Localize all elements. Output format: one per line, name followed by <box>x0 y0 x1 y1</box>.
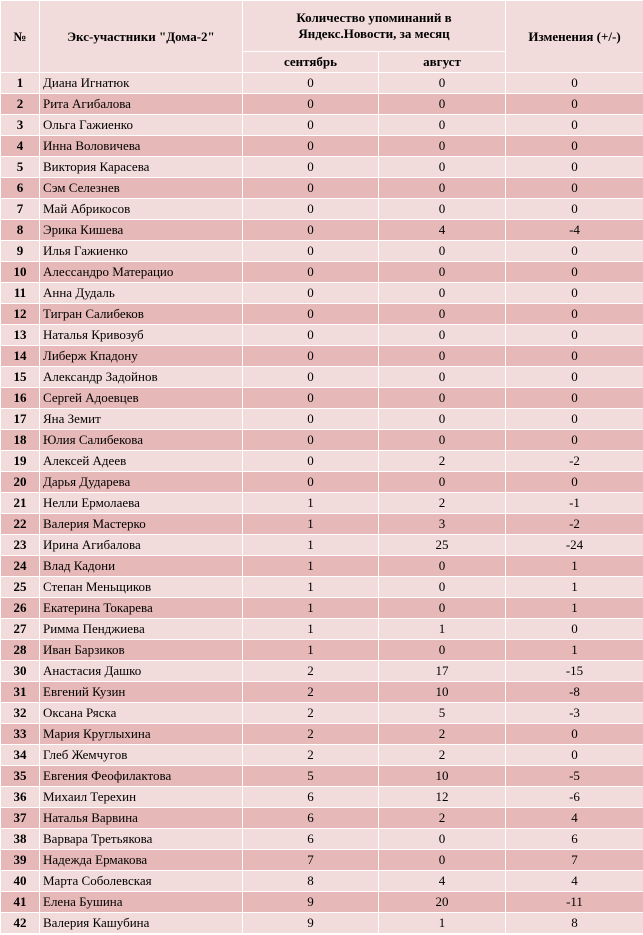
change-value: 0 <box>506 73 643 94</box>
table-row <box>1 73 643 94</box>
change-value: -1 <box>506 493 643 514</box>
table-row <box>1 283 643 304</box>
august-count: 0 <box>379 157 506 178</box>
change-value: 1 <box>506 556 643 577</box>
august-count: 1 <box>379 913 506 934</box>
participant-name: Тигран Салибеков <box>40 304 243 325</box>
august-count: 0 <box>379 829 506 850</box>
row-number: 13 <box>1 325 40 346</box>
participant-name: Виктория Карасева <box>40 157 243 178</box>
change-value: -6 <box>506 787 643 808</box>
august-count: 0 <box>379 136 506 157</box>
september-count: 2 <box>243 745 379 766</box>
august-count: 10 <box>379 682 506 703</box>
august-count: 0 <box>379 325 506 346</box>
change-value: 0 <box>506 388 643 409</box>
header-august: август <box>379 52 506 73</box>
row-number: 35 <box>1 766 40 787</box>
september-count: 0 <box>243 115 379 136</box>
change-value: -5 <box>506 766 643 787</box>
table-row <box>1 472 643 493</box>
row-number: 2 <box>1 94 40 115</box>
participant-name: Екатерина Токарева <box>40 598 243 619</box>
august-count: 0 <box>379 640 506 661</box>
august-count: 0 <box>379 94 506 115</box>
row-number: 8 <box>1 220 40 241</box>
change-value: 1 <box>506 640 643 661</box>
august-count: 2 <box>379 493 506 514</box>
row-number: 7 <box>1 199 40 220</box>
august-count: 0 <box>379 199 506 220</box>
table-row <box>1 388 643 409</box>
september-count: 0 <box>243 262 379 283</box>
table-row <box>1 892 643 913</box>
september-count: 0 <box>243 304 379 325</box>
august-count: 2 <box>379 724 506 745</box>
participant-name: Юлия Салибекова <box>40 430 243 451</box>
change-value: 0 <box>506 619 643 640</box>
september-count: 0 <box>243 73 379 94</box>
participant-name: Степан Меньщиков <box>40 577 243 598</box>
participant-name: Анастасия Дашко <box>40 661 243 682</box>
august-count: 0 <box>379 388 506 409</box>
september-count: 7 <box>243 850 379 871</box>
participant-name: Алексей Адеев <box>40 451 243 472</box>
august-count: 17 <box>379 661 506 682</box>
participant-name: Михаил Терехин <box>40 787 243 808</box>
change-value: 0 <box>506 157 643 178</box>
august-count: 0 <box>379 115 506 136</box>
row-number: 34 <box>1 745 40 766</box>
participant-name: Сэм Селезнев <box>40 178 243 199</box>
table-row <box>1 157 643 178</box>
august-count: 0 <box>379 472 506 493</box>
participant-name: Валерия Кашубина <box>40 913 243 934</box>
participant-name: Оксана Ряска <box>40 703 243 724</box>
september-count: 0 <box>243 325 379 346</box>
row-number: 16 <box>1 388 40 409</box>
september-count: 0 <box>243 283 379 304</box>
participant-name: Нелли Ермолаева <box>40 493 243 514</box>
september-count: 0 <box>243 409 379 430</box>
september-count: 0 <box>243 220 379 241</box>
august-count: 2 <box>379 451 506 472</box>
september-count: 0 <box>243 430 379 451</box>
row-number: 36 <box>1 787 40 808</box>
change-value: 0 <box>506 409 643 430</box>
change-value: 7 <box>506 850 643 871</box>
change-value: 0 <box>506 199 643 220</box>
september-count: 0 <box>243 388 379 409</box>
august-count: 0 <box>379 598 506 619</box>
august-count: 0 <box>379 409 506 430</box>
header-september: сентябрь <box>243 52 379 73</box>
participant-name: Надежда Ермакова <box>40 850 243 871</box>
change-value: 0 <box>506 745 643 766</box>
row-number: 30 <box>1 661 40 682</box>
row-number: 9 <box>1 241 40 262</box>
participant-name: Яна Земит <box>40 409 243 430</box>
change-value: 0 <box>506 346 643 367</box>
september-count: 2 <box>243 661 379 682</box>
participant-name: Илья Гажиенко <box>40 241 243 262</box>
row-number: 4 <box>1 136 40 157</box>
table-row <box>1 199 643 220</box>
change-value: 0 <box>506 367 643 388</box>
table-row <box>1 850 643 871</box>
table-row <box>1 430 643 451</box>
september-count: 6 <box>243 787 379 808</box>
row-number: 23 <box>1 535 40 556</box>
header-name: Экс-участники "Дома-2" <box>40 1 243 73</box>
august-count: 0 <box>379 73 506 94</box>
row-number: 32 <box>1 703 40 724</box>
participant-name: Ирина Агибалова <box>40 535 243 556</box>
september-count: 1 <box>243 598 379 619</box>
table-row <box>1 745 643 766</box>
header-change: Изменения (+/-) <box>506 1 643 73</box>
participant-name: Ольга Гажиенко <box>40 115 243 136</box>
table-row <box>1 577 643 598</box>
august-count: 5 <box>379 703 506 724</box>
september-count: 5 <box>243 766 379 787</box>
change-value: -11 <box>506 892 643 913</box>
row-number: 17 <box>1 409 40 430</box>
row-number: 12 <box>1 304 40 325</box>
august-count: 2 <box>379 745 506 766</box>
september-count: 0 <box>243 241 379 262</box>
september-count: 0 <box>243 472 379 493</box>
row-number: 42 <box>1 913 40 934</box>
row-number: 37 <box>1 808 40 829</box>
table-row <box>1 451 643 472</box>
participant-name: Эрика Кишева <box>40 220 243 241</box>
table-row <box>1 829 643 850</box>
participant-name: Май Абрикосов <box>40 199 243 220</box>
table-row <box>1 241 643 262</box>
change-value: 0 <box>506 325 643 346</box>
row-number: 6 <box>1 178 40 199</box>
row-number: 19 <box>1 451 40 472</box>
row-number: 20 <box>1 472 40 493</box>
table-row <box>1 808 643 829</box>
participant-name: Евгения Феофилактова <box>40 766 243 787</box>
change-value: 0 <box>506 472 643 493</box>
row-number: 41 <box>1 892 40 913</box>
september-count: 1 <box>243 514 379 535</box>
table-row <box>1 724 643 745</box>
august-count: 10 <box>379 766 506 787</box>
september-count: 1 <box>243 535 379 556</box>
participant-name: Римма Пенджиева <box>40 619 243 640</box>
table-row <box>1 346 643 367</box>
row-number: 31 <box>1 682 40 703</box>
change-value: 0 <box>506 262 643 283</box>
row-number: 10 <box>1 262 40 283</box>
table-row <box>1 514 643 535</box>
table-row <box>1 115 643 136</box>
change-value: 6 <box>506 829 643 850</box>
september-count: 0 <box>243 199 379 220</box>
row-number: 24 <box>1 556 40 577</box>
table-row <box>1 598 643 619</box>
participant-name: Дарья Дударева <box>40 472 243 493</box>
participant-name: Варвара Третьякова <box>40 829 243 850</box>
august-count: 3 <box>379 514 506 535</box>
row-number: 11 <box>1 283 40 304</box>
row-number: 33 <box>1 724 40 745</box>
august-count: 25 <box>379 535 506 556</box>
september-count: 9 <box>243 892 379 913</box>
change-value: 0 <box>506 724 643 745</box>
september-count: 2 <box>243 724 379 745</box>
row-number: 15 <box>1 367 40 388</box>
change-value: 1 <box>506 598 643 619</box>
september-count: 0 <box>243 451 379 472</box>
september-count: 1 <box>243 493 379 514</box>
september-count: 1 <box>243 556 379 577</box>
participant-name: Инна Воловичева <box>40 136 243 157</box>
table-row <box>1 682 643 703</box>
august-count: 0 <box>379 241 506 262</box>
participant-name: Глеб Жемчугов <box>40 745 243 766</box>
change-value: 1 <box>506 577 643 598</box>
table-row <box>1 619 643 640</box>
participant-name: Диана Игнатюк <box>40 73 243 94</box>
row-number: 38 <box>1 829 40 850</box>
participant-name: Евгений Кузин <box>40 682 243 703</box>
august-count: 0 <box>379 556 506 577</box>
august-count: 20 <box>379 892 506 913</box>
row-number: 3 <box>1 115 40 136</box>
table-row <box>1 661 643 682</box>
table-row <box>1 640 643 661</box>
participant-name: Иван Барзиков <box>40 640 243 661</box>
september-count: 2 <box>243 682 379 703</box>
change-value: 0 <box>506 94 643 115</box>
change-value: 4 <box>506 871 643 892</box>
row-number: 27 <box>1 619 40 640</box>
september-count: 1 <box>243 577 379 598</box>
participant-name: Елена Бушина <box>40 892 243 913</box>
august-count: 0 <box>379 577 506 598</box>
change-value: -2 <box>506 514 643 535</box>
september-count: 0 <box>243 346 379 367</box>
change-value: 0 <box>506 304 643 325</box>
change-value: -8 <box>506 682 643 703</box>
august-count: 0 <box>379 850 506 871</box>
august-count: 0 <box>379 262 506 283</box>
table-row <box>1 913 643 934</box>
row-number: 18 <box>1 430 40 451</box>
august-count: 4 <box>379 871 506 892</box>
table-body <box>1 73 643 934</box>
september-count: 0 <box>243 94 379 115</box>
change-value: 0 <box>506 430 643 451</box>
table-row <box>1 871 643 892</box>
row-number: 26 <box>1 598 40 619</box>
row-number: 25 <box>1 577 40 598</box>
september-count: 2 <box>243 703 379 724</box>
august-count: 2 <box>379 808 506 829</box>
september-count: 6 <box>243 829 379 850</box>
august-count: 0 <box>379 178 506 199</box>
table-row <box>1 766 643 787</box>
table-row <box>1 556 643 577</box>
change-value: 0 <box>506 178 643 199</box>
change-value: 0 <box>506 136 643 157</box>
change-value: -24 <box>506 535 643 556</box>
september-count: 9 <box>243 913 379 934</box>
august-count: 0 <box>379 283 506 304</box>
table-row <box>1 178 643 199</box>
row-number: 5 <box>1 157 40 178</box>
august-count: 0 <box>379 304 506 325</box>
row-number: 22 <box>1 514 40 535</box>
participant-name: Наталья Варвина <box>40 808 243 829</box>
table-row <box>1 220 643 241</box>
table-row <box>1 136 643 157</box>
change-value: -15 <box>506 661 643 682</box>
august-count: 0 <box>379 346 506 367</box>
participant-name: Рита Агибалова <box>40 94 243 115</box>
participant-name: Валерия Мастерко <box>40 514 243 535</box>
table-row <box>1 325 643 346</box>
august-count: 0 <box>379 367 506 388</box>
header-mentions: Количество упоминаний в Яндекс.Новости, за месяц <box>243 1 506 52</box>
change-value: 4 <box>506 808 643 829</box>
september-count: 0 <box>243 367 379 388</box>
september-count: 0 <box>243 136 379 157</box>
participant-name: Наталья Кривозуб <box>40 325 243 346</box>
change-value: 0 <box>506 283 643 304</box>
change-value: 8 <box>506 913 643 934</box>
participant-name: Александр Задойнов <box>40 367 243 388</box>
change-value: -4 <box>506 220 643 241</box>
table-header <box>1 1 643 73</box>
change-value: 0 <box>506 241 643 262</box>
change-value: 0 <box>506 115 643 136</box>
change-value: -2 <box>506 451 643 472</box>
september-count: 1 <box>243 640 379 661</box>
row-number: 1 <box>1 73 40 94</box>
september-count: 8 <box>243 871 379 892</box>
row-number: 14 <box>1 346 40 367</box>
participant-name: Влад Кадони <box>40 556 243 577</box>
september-count: 0 <box>243 157 379 178</box>
table-row <box>1 493 643 514</box>
september-count: 6 <box>243 808 379 829</box>
participant-name: Сергей Адоевцев <box>40 388 243 409</box>
september-count: 0 <box>243 178 379 199</box>
table-row <box>1 367 643 388</box>
table-row <box>1 409 643 430</box>
august-count: 12 <box>379 787 506 808</box>
table-row <box>1 262 643 283</box>
september-count: 1 <box>243 619 379 640</box>
row-number: 39 <box>1 850 40 871</box>
participant-name: Марта Соболевская <box>40 871 243 892</box>
august-count: 0 <box>379 430 506 451</box>
table-row <box>1 787 643 808</box>
participant-name: Анна Дудаль <box>40 283 243 304</box>
change-value: -3 <box>506 703 643 724</box>
participant-name: Либерж Кпадону <box>40 346 243 367</box>
header-num: № <box>1 1 40 73</box>
row-number: 40 <box>1 871 40 892</box>
row-number: 28 <box>1 640 40 661</box>
table-row <box>1 535 643 556</box>
row-number: 21 <box>1 493 40 514</box>
participant-name: Алессандро Матерацио <box>40 262 243 283</box>
august-count: 1 <box>379 619 506 640</box>
august-count: 4 <box>379 220 506 241</box>
participant-name: Мария Круглыхина <box>40 724 243 745</box>
table-row <box>1 94 643 115</box>
table-row <box>1 703 643 724</box>
table-row <box>1 304 643 325</box>
